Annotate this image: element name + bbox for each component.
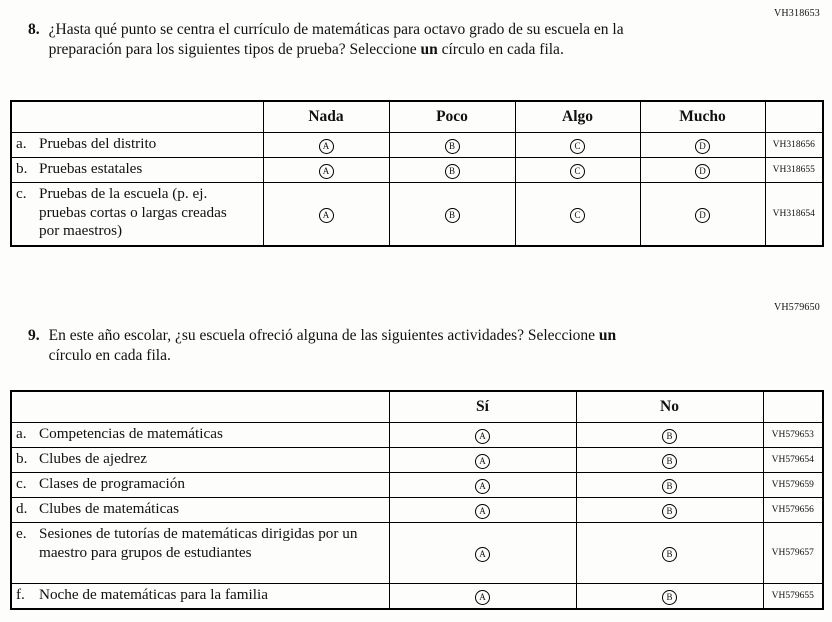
row-letter: d. <box>16 500 28 517</box>
row-label-text: Clases de programación <box>39 475 185 492</box>
row-code: VH579655 <box>763 584 823 610</box>
row-label-text: Pruebas del distrito <box>39 135 157 152</box>
question-8-text-part: círculo en cada fila. <box>437 41 564 59</box>
table-row <box>11 448 823 473</box>
row-label-text: Pruebas de la escuela (p. ej. pruebas cortas o largas creadas por maestros) <box>39 185 227 240</box>
table-row <box>11 473 823 498</box>
table-row <box>11 523 823 584</box>
option-circle-b[interactable]: B <box>445 164 460 179</box>
row-label <box>11 584 389 610</box>
option-circle-b[interactable]: B <box>662 504 677 519</box>
row-code: VH579656 <box>763 498 823 523</box>
question-9 <box>28 326 637 367</box>
table-row <box>11 584 823 610</box>
header-empty-cell <box>11 101 263 133</box>
column-header-mucho: Mucho <box>640 101 765 133</box>
option-circle-a[interactable]: A <box>475 590 490 605</box>
question-8-text <box>49 20 624 61</box>
option-circle-b[interactable]: B <box>445 139 460 154</box>
option-circle-c[interactable]: C <box>570 139 585 154</box>
option-circle-b[interactable]: B <box>662 547 677 562</box>
row-letter: e. <box>16 525 27 542</box>
row-label <box>11 133 263 158</box>
header-code-cell <box>765 101 823 133</box>
question-8 <box>28 20 624 61</box>
row-code: VH318654 <box>765 183 823 247</box>
column-header-si: Sí <box>389 391 576 423</box>
column-header-poco: Poco <box>389 101 515 133</box>
question-9-accession-code: VH579650 <box>773 302 820 313</box>
row-label <box>11 423 389 448</box>
option-circle-a[interactable]: A <box>475 547 490 562</box>
option-circle-a[interactable]: A <box>319 139 334 154</box>
column-header-algo: Algo <box>515 101 640 133</box>
row-code: VH579657 <box>763 523 823 584</box>
table-row <box>11 158 823 183</box>
option-circle-a[interactable]: A <box>319 164 334 179</box>
option-circle-c[interactable]: C <box>570 164 585 179</box>
question-8-text-bold: un <box>420 41 438 59</box>
header-empty-cell <box>11 391 389 423</box>
question-8-text-part: ¿Hasta qué punto se centra el currículo de matemáticas para octavo grado de su escuela en la preparación para los siguientes tipos de prueba? Seleccione <box>48 21 624 59</box>
column-header-no: No <box>576 391 763 423</box>
question-9-text-bold: un <box>598 327 617 344</box>
question-8-accession-code: VH318653 <box>773 8 820 19</box>
row-code: VH579653 <box>763 423 823 448</box>
table-row <box>11 423 823 448</box>
row-label <box>11 523 389 584</box>
row-letter: a. <box>16 425 27 442</box>
row-code: VH318655 <box>765 158 823 183</box>
row-letter: c. <box>16 475 27 492</box>
row-label-text: Pruebas estatales <box>39 160 143 177</box>
table-row <box>11 498 823 523</box>
row-letter: b. <box>16 450 28 467</box>
row-label-text: Sesiones de tutorías de matemáticas dirigidas por un maestro para grupos de estudiantes <box>39 525 358 561</box>
question-8-table <box>10 100 824 247</box>
row-letter: f. <box>16 586 25 603</box>
option-circle-d[interactable]: D <box>695 139 710 154</box>
row-label <box>11 158 263 183</box>
row-label-text: Clubes de matemáticas <box>39 500 180 517</box>
option-circle-b[interactable]: B <box>445 208 460 223</box>
row-code: VH318656 <box>765 133 823 158</box>
question-9-text-part: círculo en cada fila. <box>48 347 171 365</box>
option-circle-a[interactable]: A <box>475 504 490 519</box>
header-code-cell <box>763 391 823 423</box>
header-row <box>11 101 823 133</box>
option-circle-a[interactable]: A <box>475 429 490 444</box>
option-circle-a[interactable]: A <box>319 208 334 223</box>
row-letter: a. <box>16 135 27 152</box>
column-header-nada: Nada <box>263 101 389 133</box>
option-circle-b[interactable]: B <box>662 454 677 469</box>
row-label <box>11 473 389 498</box>
option-circle-a[interactable]: A <box>475 454 490 469</box>
option-circle-d[interactable]: D <box>695 208 710 223</box>
option-circle-b[interactable]: B <box>662 590 677 605</box>
row-label <box>11 498 389 523</box>
option-circle-d[interactable]: D <box>695 164 710 179</box>
question-9-number: 9. <box>28 327 40 344</box>
option-circle-c[interactable]: C <box>570 208 585 223</box>
option-circle-b[interactable]: B <box>662 429 677 444</box>
row-letter: c. <box>16 185 27 202</box>
question-9-table <box>10 390 824 610</box>
option-circle-b[interactable]: B <box>662 479 677 494</box>
question-8-number: 8. <box>28 21 40 38</box>
question-9-text <box>49 326 637 367</box>
header-row <box>11 391 823 423</box>
row-label-text: Competencias de matemáticas <box>39 425 223 442</box>
row-label-text: Clubes de ajedrez <box>39 450 147 467</box>
row-letter: b. <box>16 160 28 177</box>
option-circle-a[interactable]: A <box>475 479 490 494</box>
row-code: VH579659 <box>763 473 823 498</box>
table-row <box>11 183 823 247</box>
row-label-text: Noche de matemáticas para la familia <box>39 586 268 603</box>
row-code: VH579654 <box>763 448 823 473</box>
table-row <box>11 133 823 158</box>
row-label <box>11 183 263 247</box>
row-label <box>11 448 389 473</box>
question-9-text-part: En este año escolar, ¿su escuela ofreció alguna de las siguientes actividades? Seleccione <box>48 327 599 344</box>
